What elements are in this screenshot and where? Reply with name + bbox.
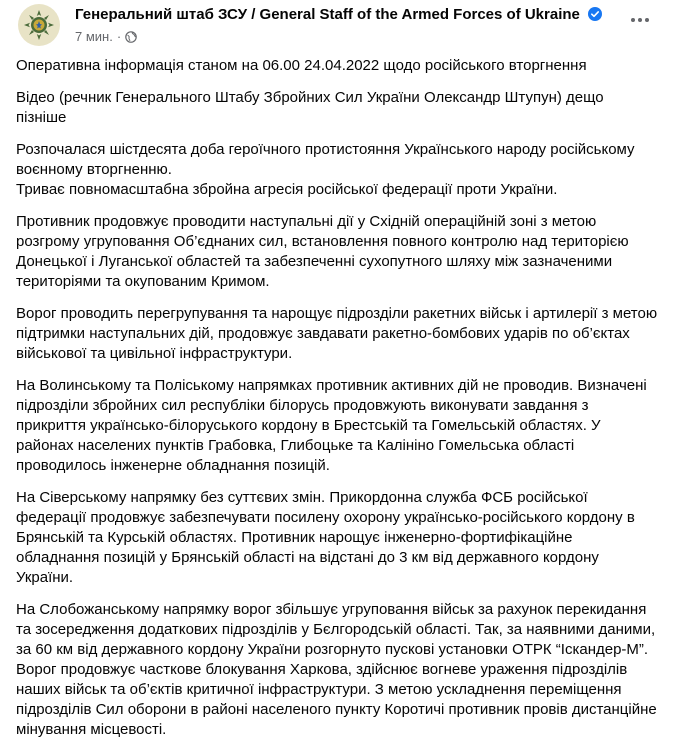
post-paragraph: На Волинському та Поліському напрямках противник активних дій не проводив. Визначені підрозділи збройних сил республіки білорусь продовжують виконувати завдання з прикриття українсько-білоруського кордону в Брестській та Гомельській областях. У районах населених пунктів Грабовка, Глибоцьке та Калініно Гомельська області проводилось інженерне обладнання позицій. (16, 377, 647, 474)
general-staff-emblem-icon (18, 4, 60, 46)
more-options-dot (645, 18, 649, 22)
post-paragraph: Відео (речник Генерального Штабу Збройних Сил України Олександр Штупун) дещо пізніше (16, 89, 604, 126)
post-paragraph: На Сіверському напрямку без суттєвих змін. Прикордонна служба ФСБ російської федерації продовжує забезпечувати посилену охорону українсько-російського кордону в Брянській та Курській областях. Противник нарощує інженерно-фортифікаційне обладнання позицій у Брянській області на відстані до 3 км від державного кордону України. (16, 489, 635, 586)
post-paragraph: Триває повномасштабна збройна агресія російської федерації проти України. (16, 181, 558, 198)
verified-badge-icon (588, 7, 602, 25)
more-options-button[interactable] (626, 10, 654, 30)
post-timestamp[interactable]: 7 мин. (75, 29, 113, 44)
post-paragraph: Оперативна інформація станом на 06.00 24.04.2022 щодо російського вторгнення (16, 57, 587, 74)
post-meta (75, 29, 137, 46)
more-options-icon (631, 18, 635, 22)
post-paragraph: Ворог проводить перегрупування та нарощує підрозділи ракетних військ і артилерії з метою підтримки наступальних дій, продовжує завдавати ракетно-бомбових ударів по об’єктах військової та цивільної інфраструктури. (16, 305, 658, 362)
globe-icon[interactable] (125, 31, 137, 46)
post-paragraph: Розпочалася шістдесята доба героїчного протистояння Українського народу російському воєнному вторгненню. (16, 141, 635, 178)
page-name[interactable] (75, 6, 602, 25)
page-avatar[interactable] (18, 4, 60, 46)
post-body (14, 46, 658, 740)
meta-separator: · (116, 29, 122, 44)
post-paragraph: На Слобожанському напрямку ворог збільшує угруповання військ за рахунок перекидання та зосередження додаткових підрозділів у Бєлгородській області. Так, за наявними даними, за 60 км від державного кордону України розгорнуто пускові установки ОТРК “Іскандер-М”. Ворог продовжує часткове блокування Харкова, здійснює вогневе ураження підрозділів наших військ та об’єктів критичної інфраструктури. З метою ускладнення переміщення підрозділів Сил оборони в районі населеного пункту Коротичі противник провів дистанційне мінування місцевості. (16, 601, 657, 738)
page-name-text[interactable]: Генеральний штаб ЗСУ / General Staff of the Armed Forces of Ukraine (75, 6, 580, 23)
post-header (14, 0, 658, 46)
more-options-dot (638, 18, 642, 22)
post-paragraph: Противник продовжує проводити наступальні дії у Східній операційній зоні з метою розгрому угруповання Об’єднаних сил, встановлення повного контролю над територією Донецької і Луганської областей та забезпеченні сухопутного шляху між зазначеними територіями та окупованим Кримом. (16, 213, 629, 290)
